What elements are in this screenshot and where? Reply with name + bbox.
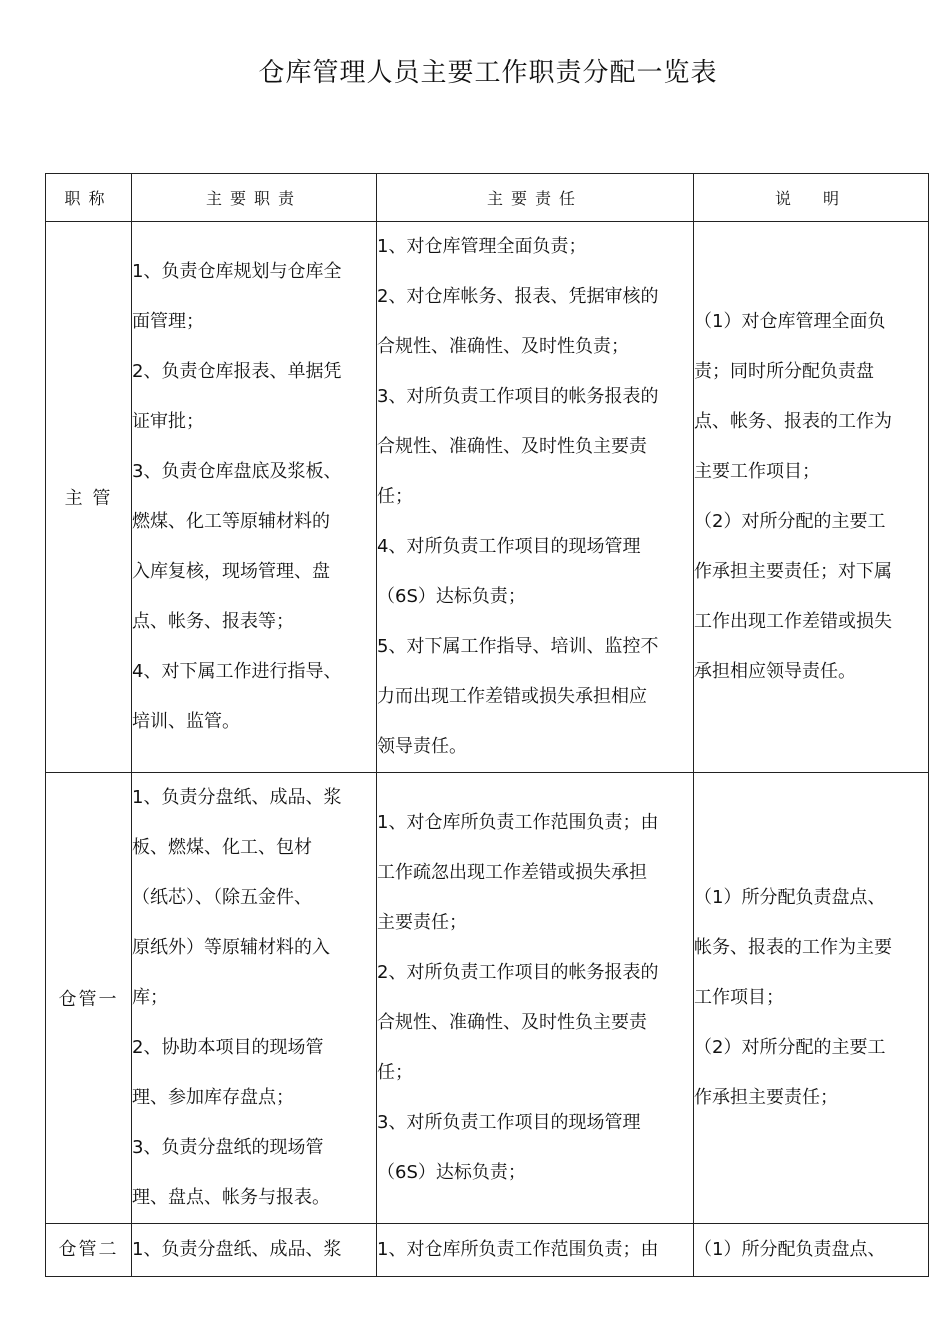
cell-line: 领导责任。 (377, 736, 467, 757)
cell-line: 工作出现工作差错或损失 (694, 611, 892, 632)
responsibilities-cell (377, 222, 694, 773)
cell-line: 面管理； (132, 311, 204, 332)
cell-line: 入库复核，现场管理、盘 (132, 561, 330, 582)
cell-line: 2、负责仓库报表、单据凭 (132, 361, 342, 382)
cell-line: 3、负责仓库盘底及浆板、 (132, 461, 342, 482)
cell-line: 合规性、准确性、及时性负主要责 (377, 436, 647, 457)
cell-line: （6S）达标负责； (377, 1162, 526, 1183)
cell-line: 燃煤、化工等原辅材料的 (132, 511, 330, 532)
cell-line: 1、负责分盘纸、成品、浆 (132, 787, 342, 808)
notes-cell (694, 222, 929, 773)
cell-line: （1）所分配负责盘点、 (694, 1239, 886, 1260)
cell-line: 作承担主要责任； (694, 1087, 838, 1108)
cell-line: 3、负责分盘纸的现场管 (132, 1137, 324, 1158)
cell-line: 力而出现工作差错或损失承担相应 (377, 686, 647, 707)
table-header-row (46, 174, 929, 222)
cell-line: 点、帐务、报表等； (132, 611, 294, 632)
cell-line: 1、对仓库所负责工作范围负责；由 (377, 1239, 659, 1260)
duties-cell (132, 222, 377, 773)
role-cell (46, 773, 132, 1224)
cell-line: 4、对下属工作进行指导、 (132, 661, 342, 682)
cell-line: 1、负责分盘纸、成品、浆 (132, 1239, 342, 1260)
table-row-keeper-one (46, 773, 929, 1224)
cell-line: 1、对仓库所负责工作范围负责；由 (377, 812, 659, 833)
cell-line: 1、对仓库管理全面负责； (377, 236, 587, 257)
role-label: 仓管一 (58, 989, 119, 1010)
cell-line: 任； (377, 1062, 413, 1083)
cell-line: （6S）达标负责； (377, 586, 526, 607)
document-title: 仓库管理人员主要工作职责分配一览表 (258, 58, 718, 88)
cell-line: 主要工作项目； (694, 461, 820, 482)
table-row-keeper-two (46, 1224, 929, 1277)
role-cell (46, 1224, 132, 1277)
notes-cell (694, 1224, 929, 1277)
cell-line: （1）所分配负责盘点、 (694, 887, 886, 908)
cell-line: （纸芯）、（除五金件、 (132, 887, 312, 908)
header-responsibilities: 主要责任 (377, 174, 694, 222)
header-notes: 说 明 (694, 174, 929, 222)
cell-line: 2、协助本项目的现场管 (132, 1037, 324, 1058)
cell-line: 原纸外）等原辅材料的入 (132, 937, 330, 958)
cell-line: 2、对所负责工作项目的帐务报表的 (377, 962, 659, 983)
cell-line: 工作疏忽出现工作差错或损失承担 (377, 862, 647, 883)
cell-line: 工作项目； (694, 987, 784, 1008)
header-duties: 主要职责 (132, 174, 377, 222)
cell-line: 库； (132, 987, 168, 1008)
role-label: 仓管二 (58, 1239, 119, 1260)
role-cell (46, 222, 132, 773)
header-role: 职称 (46, 174, 132, 222)
cell-line: 主要责任； (377, 912, 467, 933)
cell-line: 帐务、报表的工作为主要 (694, 937, 892, 958)
cell-line: 5、对下属工作指导、培训、监控不 (377, 636, 659, 657)
cell-line: （2）对所分配的主要工 (694, 1037, 886, 1058)
notes-cell (694, 773, 929, 1224)
cell-line: （1）对仓库管理全面负 (694, 311, 886, 332)
cell-line: 4、对所负责工作项目的现场管理 (377, 536, 641, 557)
cell-line: 点、帐务、报表的工作为 (694, 411, 892, 432)
cell-line: 证审批； (132, 411, 204, 432)
cell-line: 板、燃煤、化工、包材 (132, 837, 312, 858)
cell-line: 理、参加库存盘点； (132, 1087, 294, 1108)
role-label: 主 管 (64, 488, 113, 509)
responsibilities-cell (377, 773, 694, 1224)
cell-line: 合规性、准确性、及时性负责； (377, 336, 629, 357)
responsibilities-cell (377, 1224, 694, 1277)
cell-line: （2）对所分配的主要工 (694, 511, 886, 532)
cell-line: 2、对仓库帐务、报表、凭据审核的 (377, 286, 659, 307)
cell-line: 合规性、准确性、及时性负主要责 (377, 1012, 647, 1033)
cell-line: 任； (377, 486, 413, 507)
cell-line: 作承担主要责任；对下属 (694, 561, 892, 582)
cell-line: 责；同时所分配负责盘 (694, 361, 874, 382)
cell-line: 承担相应领导责任。 (694, 661, 856, 682)
cell-line: 3、对所负责工作项目的现场管理 (377, 1112, 641, 1133)
cell-line: 1、负责仓库规划与仓库全 (132, 261, 342, 282)
table-row-supervisor (46, 222, 929, 773)
duties-cell (132, 773, 377, 1224)
cell-line: 3、对所负责工作项目的帐务报表的 (377, 386, 659, 407)
duties-cell (132, 1224, 377, 1277)
cell-line: 培训、监管。 (132, 711, 240, 732)
cell-line: 理、盘点、帐务与报表。 (132, 1187, 330, 1208)
duty-allocation-table (45, 173, 929, 1277)
